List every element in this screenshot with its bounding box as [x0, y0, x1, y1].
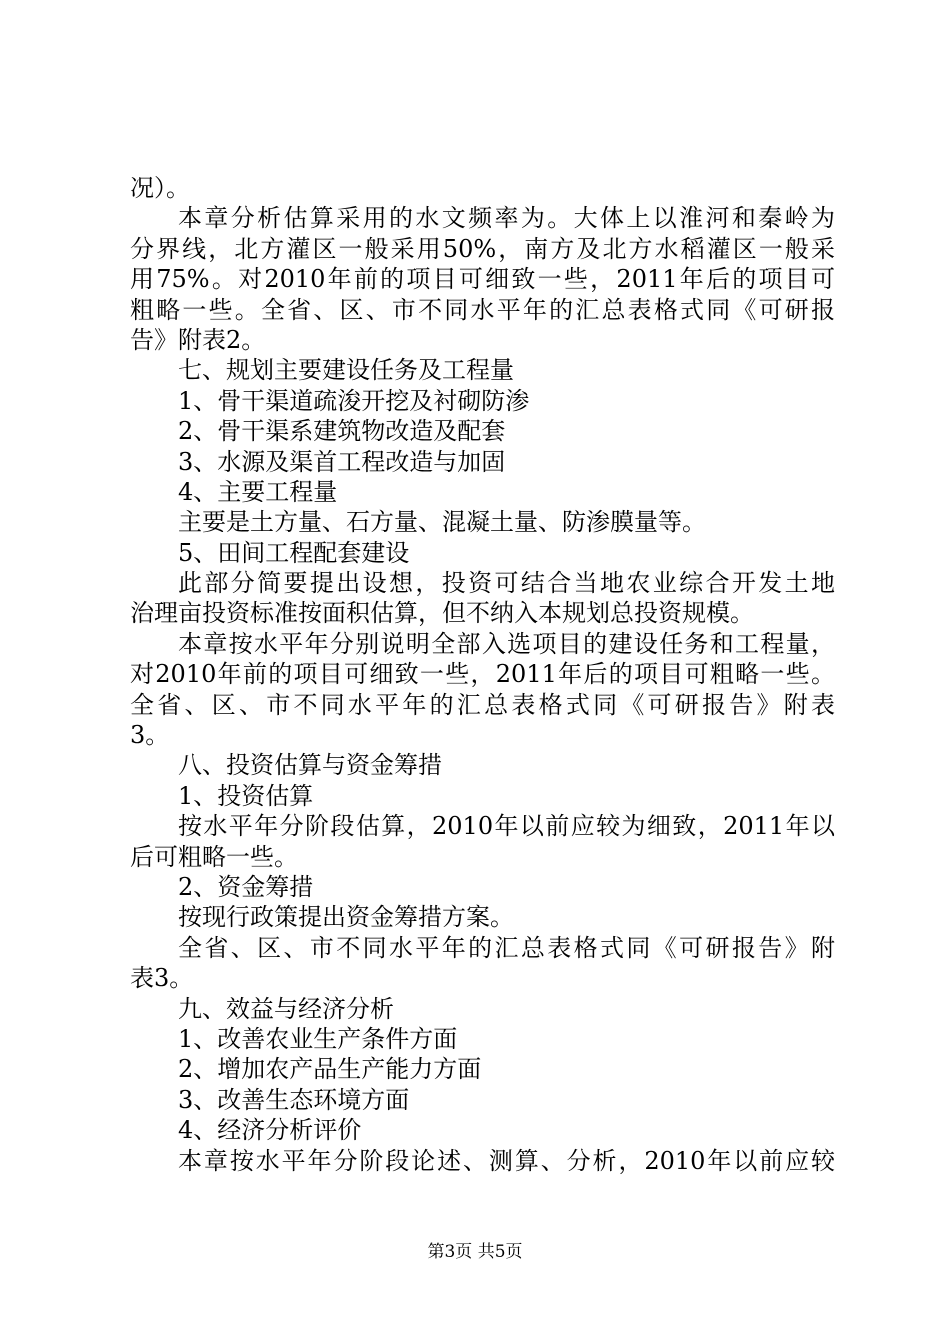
text-line: 按水平年分阶段估算，2010年以前应较为细致，2011年以: [178, 812, 835, 841]
text-line: 3、水源及渠首工程改造与加固: [178, 447, 506, 476]
text-line: 3、改善生态环境方面: [178, 1085, 410, 1114]
text-line: 分界线，北方灌区一般采用50%，南方及北方水稻灌区一般采: [130, 234, 835, 263]
text-line: 1、投资估算: [178, 781, 314, 810]
text-line: 1、改善农业生产条件方面: [178, 1024, 458, 1053]
text-line: 5、田间工程配套建设: [178, 538, 410, 567]
text-line: 表3。: [130, 964, 194, 993]
text-line: 告》附表2。: [130, 325, 266, 354]
text-line: 4、经济分析评价: [178, 1116, 362, 1145]
text-line: 3。: [130, 721, 170, 750]
text-line: 对2010年前的项目可细致一些，2011年后的项目可粗略一些。: [130, 660, 835, 689]
page-footer: 第3页 共5页: [427, 1242, 523, 1262]
text-line: 粗略一些。全省、区、市不同水平年的汇总表格式同《可研报: [130, 295, 835, 324]
text-line: 主要是土方量、石方量、混凝土量、防渗膜量等。: [178, 508, 706, 537]
text-line: 八、投资估算与资金筹措: [178, 751, 442, 780]
text-line: 2、资金筹措: [178, 872, 314, 901]
text-line: 2、骨干渠系建筑物改造及配套: [178, 417, 506, 446]
text-line: 九、效益与经济分析: [178, 994, 394, 1023]
text-line: 全省、区、市不同水平年的汇总表格式同《可研报告》附表: [130, 690, 835, 719]
text-line: 治理亩投资标准按面积估算，但不纳入本规划总投资规模。: [130, 599, 754, 628]
document-body: [130, 173, 835, 1176]
text-line: 况）。: [130, 174, 190, 202]
text-line: 按现行政策提出资金筹措方案。: [178, 903, 514, 932]
text-line: 本章按水平年分别说明全部入选项目的建设任务和工程量，: [178, 629, 835, 658]
text-line: 用75%。对2010年前的项目可细致一些，2011年后的项目可: [130, 265, 835, 294]
text-line: 4、主要工程量: [178, 477, 338, 506]
text-line: 1、骨干渠道疏浚开挖及衬砌防渗: [178, 386, 530, 415]
text-line: 七、规划主要建设任务及工程量: [178, 356, 514, 385]
text-line: 2、增加农产品生产能力方面: [178, 1055, 482, 1084]
text-line: 后可粗略一些。: [130, 842, 298, 871]
text-line: 此部分简要提出设想，投资可结合当地农业综合开发土地: [178, 569, 835, 598]
text-line: 本章分析估算采用的水文频率为。大体上以淮河和秦岭为: [178, 204, 835, 233]
text-line: 本章按水平年分阶段论述、测算、分析，2010年以前应较: [178, 1146, 835, 1175]
text-line: 全省、区、市不同水平年的汇总表格式同《可研报告》附: [178, 933, 835, 962]
